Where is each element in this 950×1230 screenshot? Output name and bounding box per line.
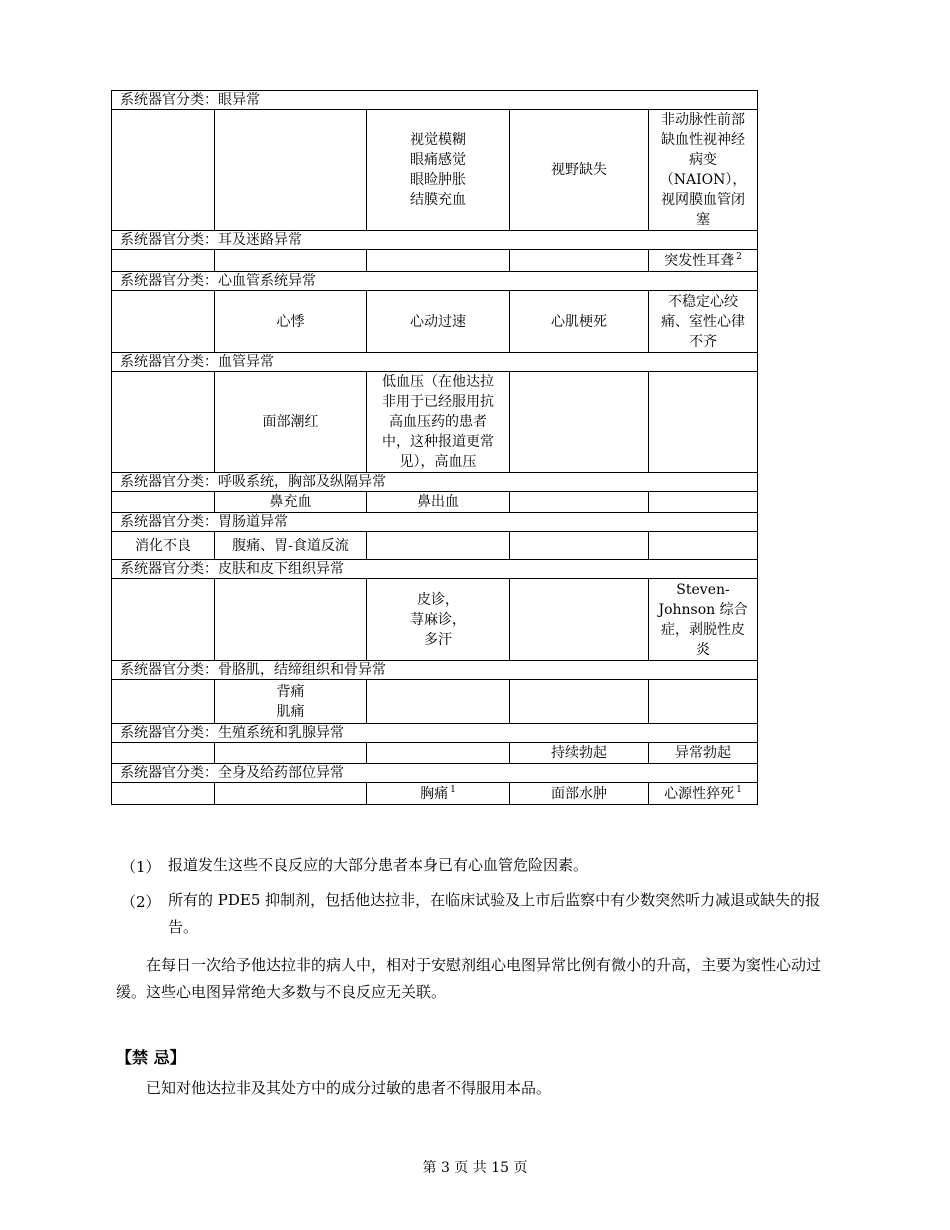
soc-row-vascular xyxy=(112,353,758,372)
table-cell: 异常勃起 xyxy=(649,743,758,764)
table-cell xyxy=(367,250,510,272)
soc-row-ear xyxy=(112,231,758,250)
table-row xyxy=(112,291,758,353)
soc-title-gi: 系统器官分类：胃肠道异常 xyxy=(112,513,758,532)
table-cell xyxy=(649,680,758,724)
table-cell xyxy=(510,250,649,272)
table-cell xyxy=(649,492,758,513)
soc-row-respiratory xyxy=(112,473,758,492)
table-cell xyxy=(215,250,367,272)
soc-row-reproductive xyxy=(112,724,758,743)
soc-title-general: 系统器官分类：全身及给药部位异常 xyxy=(112,764,758,783)
table-cell xyxy=(112,291,215,353)
table-cell: 非动脉性前部 缺血性视神经 病变 （NAION）， 视网膜血管闭 塞 xyxy=(649,110,758,231)
footnote-number-1: （1） xyxy=(121,858,161,876)
table-cell xyxy=(367,532,510,560)
soc-title-cardiac: 系统器官分类：心血管系统异常 xyxy=(112,272,758,291)
soc-row-eye xyxy=(112,91,758,110)
footnote-marker: 1 xyxy=(736,784,742,795)
table-cell xyxy=(215,743,367,764)
soc-title-respiratory: 系统器官分类：呼吸系统，胸部及纵隔异常 xyxy=(112,473,758,492)
table-row xyxy=(112,250,758,272)
soc-row-skin xyxy=(112,560,758,579)
table-cell: 背痛 肌痛 xyxy=(215,680,367,724)
table-cell xyxy=(215,783,367,805)
table-cell xyxy=(112,492,215,513)
table-cell: 面部潮红 xyxy=(215,372,367,473)
table-cell xyxy=(510,532,649,560)
soc-title-skin: 系统器官分类：皮肤和皮下组织异常 xyxy=(112,560,758,579)
soc-title-ear: 系统器官分类：耳及迷路异常 xyxy=(112,231,758,250)
table-cell xyxy=(112,110,215,231)
table-cell: 面部水肿 xyxy=(510,783,649,805)
table-cell xyxy=(367,680,510,724)
soc-row-gi xyxy=(112,513,758,532)
table-cell: 心肌梗死 xyxy=(510,291,649,353)
table-cell: 鼻出血 xyxy=(367,492,510,513)
table-cell xyxy=(510,680,649,724)
contraindications-text: 已知对他达拉非及其处方中的成分过敏的患者不得服用本品。 xyxy=(146,1079,552,1097)
table-cell: 持续勃起 xyxy=(510,743,649,764)
table-cell: 心动过速 xyxy=(367,291,510,353)
table-cell: 胸痛 $^1$ xyxy=(367,783,510,805)
soc-title-vascular: 系统器官分类：血管异常 xyxy=(112,353,758,372)
table-row xyxy=(112,783,758,805)
table-cell: 消化不良 xyxy=(112,532,215,560)
table-cell: 心源性猝死 $^1$ xyxy=(649,783,758,805)
table-cell xyxy=(510,372,649,473)
table-cell xyxy=(215,579,367,661)
adverse-reaction-table xyxy=(111,90,758,805)
footnote-marker: 1 xyxy=(450,784,456,795)
table-cell: 不稳定心绞 痛、室性心律 不齐 xyxy=(649,291,758,353)
soc-title-reproductive: 系统器官分类：生殖系统和乳腺异常 xyxy=(112,724,758,743)
soc-title-musculoskeletal: 系统器官分类：骨胳肌，结缔组织和骨异常 xyxy=(112,661,758,680)
table-cell: 心悸 xyxy=(215,291,367,353)
table-cell xyxy=(649,532,758,560)
table-cell: 视觉模糊 眼痛感觉 眼睑肿胀 结膜充血 xyxy=(367,110,510,231)
footnote-text-2: 所有的 PDE5 抑制剂，包括他达拉非，在临床试验及上市后监察中有少数突然听力减退或缺失的报告。 xyxy=(168,891,821,936)
soc-row-musculoskeletal xyxy=(112,661,758,680)
table-cell: Steven- Johnson 综合 症，剥脱性皮 炎 xyxy=(649,579,758,661)
soc-title-eye: 系统器官分类：眼异常 xyxy=(112,91,758,110)
soc-row-cardiac xyxy=(112,272,758,291)
table-cell: 视野缺失 xyxy=(510,110,649,231)
table-cell: 皮诊， 荨麻诊， 多汗 xyxy=(367,579,510,661)
table-cell xyxy=(112,250,215,272)
page-footer: 第 3 页 共 15 页 xyxy=(422,1160,528,1176)
table-cell: 腹痛、胃-食道反流 xyxy=(215,532,367,560)
table-row xyxy=(112,372,758,473)
table-cell: 突发性耳聋 $^2$ xyxy=(649,250,758,272)
table-cell xyxy=(510,492,649,513)
footnote-text-1: 报道发生这些不良反应的大部分患者本身已有心血管危险因素。 xyxy=(168,856,589,874)
footnote-marker: 2 xyxy=(736,251,742,262)
contraindications-heading: 【禁 忌】 xyxy=(116,1048,186,1067)
table-cell xyxy=(510,579,649,661)
table-row xyxy=(112,110,758,231)
table-row xyxy=(112,680,758,724)
table-cell xyxy=(112,743,215,764)
table-row xyxy=(112,743,758,764)
table-cell xyxy=(112,579,215,661)
table-cell xyxy=(112,372,215,473)
footnote-number-2: （2） xyxy=(121,893,161,911)
table-row xyxy=(112,492,758,513)
table-row xyxy=(112,579,758,661)
table-cell: 低血压（在他达拉 非用于已经服用抗 高血压药的患者 中，这种报道更常 见），高血压 xyxy=(367,372,510,473)
table-cell: 鼻充血 xyxy=(215,492,367,513)
table-row xyxy=(112,532,758,560)
table-cell xyxy=(649,372,758,473)
table-cell xyxy=(215,110,367,231)
table-cell xyxy=(367,743,510,764)
table-cell xyxy=(112,680,215,724)
table-cell xyxy=(112,783,215,805)
ecg-paragraph: 在每日一次给予他达拉非的病人中，相对于安慰剂组心电图异常比例有微小的升高，主要为窦性心动过缓。这些心电图异常绝大多数与不良反应无关联。 xyxy=(116,956,822,1001)
soc-row-general xyxy=(112,764,758,783)
